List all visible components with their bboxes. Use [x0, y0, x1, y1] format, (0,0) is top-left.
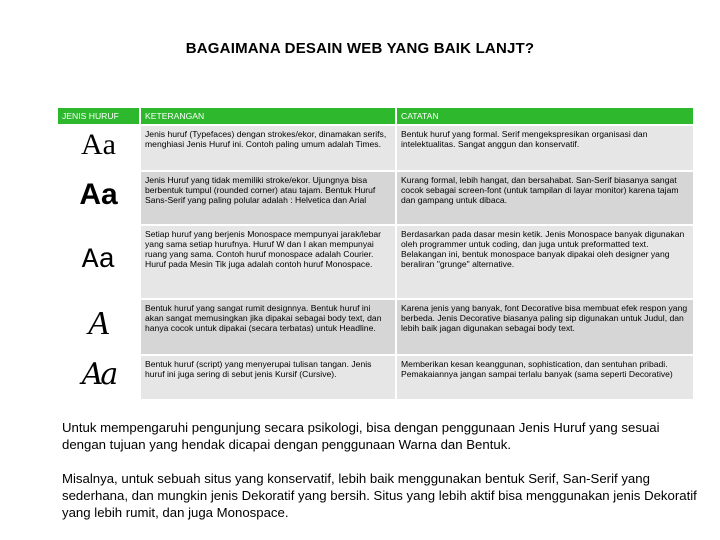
script-sample: Aa: [81, 356, 116, 392]
serif-sample-cell: [58, 125, 140, 171]
catatan-cell: Berdasarkan pada dasar mesin ketik. Jenis Monospace banyak digunakan oleh programmer untuk coding, dan juga untuk preformatted text. Belakangan ini, bentuk monospace banyak dipakai oleh designer yang beraliran "grunge" alternative.: [396, 225, 694, 299]
header-jenis-huruf: JENIS HURUF: [58, 108, 140, 125]
sans-serif-sample: Aa: [79, 178, 118, 211]
serif-sample: Aa: [81, 128, 116, 161]
paragraph-psikologi: Untuk mempengaruhi pengunjung secara psikologi, bisa dengan penggunaan Jenis Huruf yang sesuai dengan tujuan yang hendak dicapai dengan penggunaan Warna dan Bentuk.: [62, 420, 660, 452]
catatan-cell: Kurang formal, lebih hangat, dan bersahabat. San-Serif biasanya sangat cocok sebagai screen-font (untuk tampilan di layar monitor) karena tajam dan gampang untuk dibaca.: [396, 171, 694, 225]
script-sample-cell: [58, 355, 140, 399]
keterangan-cell: Jenis Huruf yang tidak memiliki stroke/ekor. Ujungnya bisa berbentuk tumpul (rounded corner) atau tajam. Bentuk Huruf Sans-Serif yang paling polular adalah : Helvetica dan Arial: [140, 171, 396, 225]
paragraph-contoh-situs: Misalnya, untuk sebuah situs yang konservatif, lebih baik menggunakan bentuk Serif, San-Serif yang sederhana, dan mungkin jenis Dekoratif yang bersih. Situs yang lebih aktif bisa menggunakan jenis Dekoratif yang lebih rumit, dan juga Monospace.: [62, 471, 697, 520]
keterangan-cell: Jenis huruf (Typefaces) dengan strokes/ekor, dinamakan serifs, menghiasi Jenis Huruf ini. Contoh paling umum adalah Times.: [140, 125, 396, 171]
decorative-sample: A: [88, 304, 109, 342]
font-types-table: [58, 108, 695, 399]
table-row-decorative: [58, 299, 694, 355]
table-row-serif: [58, 125, 694, 171]
catatan-cell: Memberikan kesan keanggunan, sophistication, dan sentuhan pribadi. Pemakaiannya jangan sampai terlalu banyak (sama seperti Decorative): [396, 355, 694, 399]
catatan-cell: Karena jenis yang banyak, font Decorative bisa membuat efek respon yang berbeda. Jenis Decorative biasanya paling sip digunakan untuk Judul, dan lebih baik jagan digunakan sebagai body text.: [396, 299, 694, 355]
page-title: BAGAIMANA DESAIN WEB YANG BAIK LANJT?: [185, 40, 535, 57]
catatan-cell: Bentuk huruf yang formal. Serif mengekspresikan organisasi dan intelektualitas. Sangat anggun dan konservatif.: [396, 125, 694, 171]
table-row-monospace: [58, 225, 694, 299]
keterangan-cell: Bentuk huruf yang sangat rumit designnya. Bentuk huruf ini akan sangat memusingkan jika dipakai sebagai body text, dan hanya cocok untuk dipakai (secara terbatas) untuk Headline.: [140, 299, 396, 355]
sans-serif-sample-cell: [58, 171, 140, 225]
table-row-script: [58, 355, 694, 399]
table-header-row: [58, 108, 694, 125]
monospace-sample: Aa: [81, 244, 116, 276]
keterangan-cell: Bentuk huruf (script) yang menyerupai tulisan tangan. Jenis huruf ini juga sering di sebut jenis Kursif (Cursive).: [140, 355, 396, 399]
header-catatan: CATATAN: [396, 108, 694, 125]
header-keterangan: KETERANGAN: [140, 108, 396, 125]
keterangan-cell: Setiap huruf yang berjenis Monospace mempunyai jarak/lebar yang sama setiap hurufnya. Huruf W dan I akan mempunyai ruang yang sama. Contoh huruf monospace adalah Courier. Huruf pada Mesin Tik juga adalah contoh huruf Monospace.: [140, 225, 396, 299]
decorative-sample-cell: [58, 299, 140, 355]
table-row-sans-serif: [58, 171, 694, 225]
monospace-sample-cell: [58, 225, 140, 299]
